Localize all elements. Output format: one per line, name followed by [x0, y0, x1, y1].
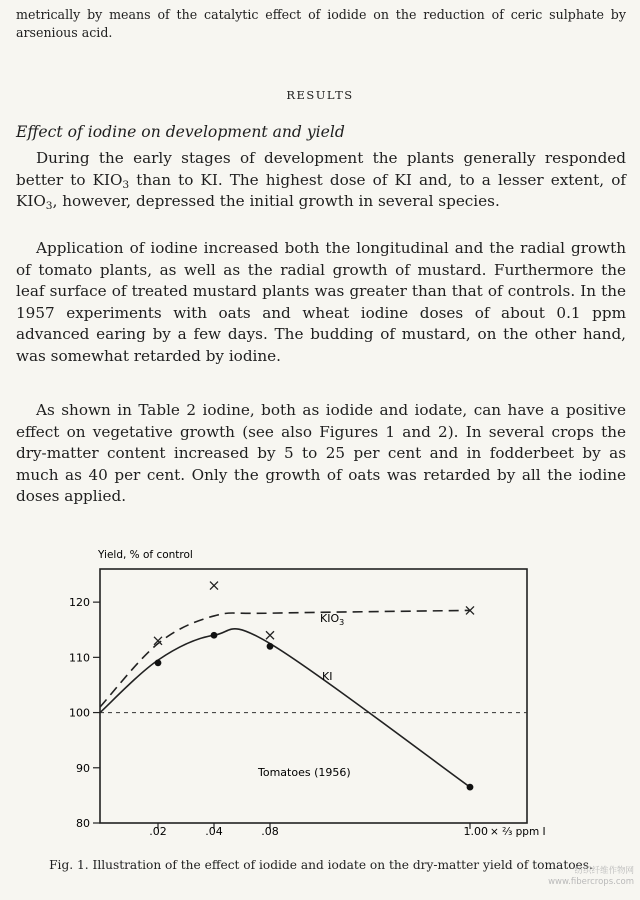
marker-ki-.08 — [267, 643, 274, 650]
paragraph-3: As shown in Table 2 iodine, both as iodide and iodate, can have a positive effect on vegetative growth (see also Figures 1 and 2). In several crops the dry-matter content increased by 5 to 25 per cent and in fodderbeet by as much as 40 per cent. Only the growth of oats was retarded by all the iodine doses applied. — [16, 401, 626, 506]
chart-annotation: Tomatoes (1956) — [258, 766, 351, 779]
x-tick-label-1.00: 1.00 — [463, 825, 488, 838]
plot-frame — [100, 569, 527, 823]
y-tick-label-110: 110 — [69, 651, 90, 665]
subheading: Effect of iodine on development and yield — [16, 123, 345, 141]
y-tick-label-90: 90 — [76, 761, 90, 775]
y-tick-label-100: 100 — [69, 706, 90, 720]
p1-sub-2: 3 — [45, 199, 53, 213]
x-axis-label: × ²⁄₃ ppm I — [490, 826, 546, 838]
x-tick-label-.04: .04 — [205, 825, 223, 838]
marker-kio3-.04 — [210, 582, 218, 590]
marker-kio3-.08 — [266, 631, 274, 639]
section-heading: RESULTS — [286, 88, 354, 102]
p1-text-b: than to KI. The highest dose of KI and, to a lesser extent, of KIO — [16, 170, 626, 211]
watermark-line-2: www.fibercrops.com — [548, 877, 634, 887]
marker-ki-.02 — [155, 659, 162, 666]
figure-caption: Fig. 1. Illustration of the effect of iodide and iodate on the dry-matter yield of tomatoes. — [49, 858, 593, 872]
series-label-ki: KI — [322, 670, 333, 683]
marker-ki-1.00 — [467, 784, 474, 791]
x-tick-label-.08: .08 — [261, 825, 279, 838]
p1-sub-1: 3 — [122, 177, 130, 191]
watermark — [548, 866, 634, 888]
series-ki-curve — [100, 629, 470, 787]
p1-text-c: , however, depressed the initial growth in several species. — [52, 192, 500, 211]
y-axis-label: Yield, % of control — [98, 549, 193, 561]
paragraph-2: Application of iodine increased both the longitudinal and the radial growth of tomato plants, as well as the radial growth of mustard. Furthermore the leaf surface of treated mustard plants was greater than that of controls. In the 1957 experiments with oats and wheat iodine doses of about 0.1 ppm advanced earing by a few days. The budding of mustard, on the other hand, was somewhat retarded by iodine. — [16, 239, 626, 365]
series-label-kio3: $KIO_3$ — [320, 612, 345, 627]
watermark-line-1: 纺织纤维作物网 — [574, 866, 634, 876]
x-tick-label-.02: .02 — [149, 825, 167, 838]
figure-1-chart — [0, 538, 640, 854]
y-tick-label-80: 80 — [76, 817, 90, 830]
paragraph-1 — [16, 148, 626, 213]
series-kio3-curve — [100, 610, 470, 707]
y-tick-label-120: 120 — [69, 596, 90, 610]
top-paragraph: metrically by means of the catalytic effect of iodide on the reduction of ceric sulphate by arsenious acid. — [16, 7, 626, 40]
marker-ki-.04 — [211, 632, 218, 639]
p1-text-a: During the early stages of development the plants generally responded better to KIO — [16, 149, 626, 189]
